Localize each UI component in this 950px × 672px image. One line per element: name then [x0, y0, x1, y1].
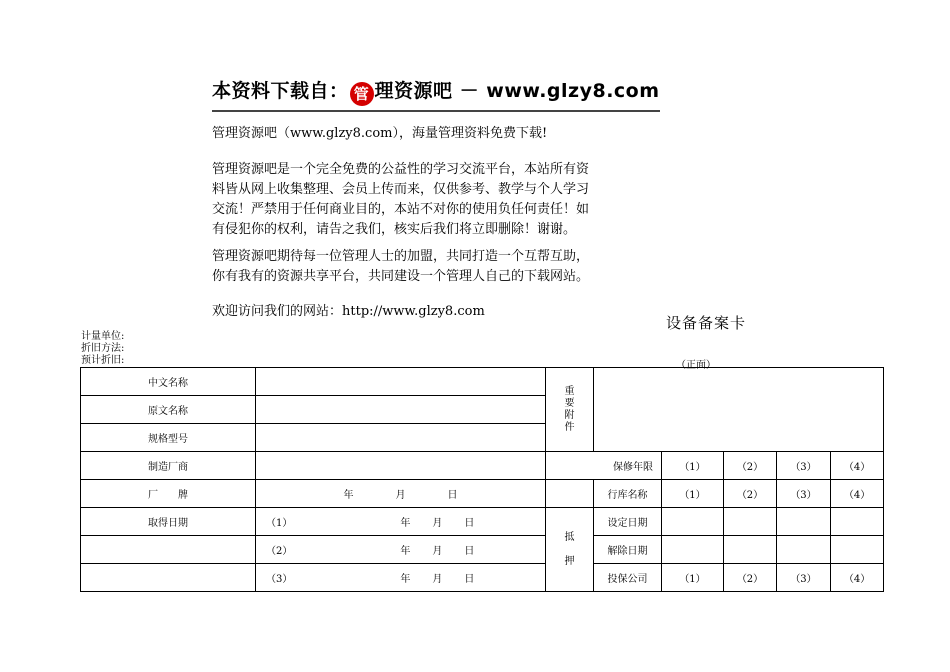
- promo-paragraph-3: [212, 247, 589, 287]
- table-row: [81, 480, 884, 508]
- day-unit: 日: [447, 490, 458, 501]
- table-row: [81, 564, 884, 592]
- banner-text: [212, 76, 660, 106]
- day-unit: 日: [464, 518, 475, 529]
- original-name-value: [256, 396, 546, 424]
- acquire-date-1: [256, 508, 546, 536]
- year-unit: 年: [343, 490, 354, 501]
- warranty-col-2: （2）: [724, 452, 777, 480]
- manufacturer-value: [256, 452, 546, 480]
- banner-prefix: 本资料下载自：: [212, 80, 349, 102]
- banner-divider: [212, 110, 660, 112]
- label-release-date: 解除日期: [594, 536, 662, 564]
- brand-empty-cell: [546, 480, 594, 508]
- set-date-value-4: [831, 508, 884, 536]
- year-unit: 年: [400, 574, 411, 585]
- label-insurer: 投保公司: [594, 564, 662, 592]
- table-row: [81, 452, 884, 480]
- label-acquire-date: 取得日期: [81, 508, 256, 536]
- insurer-col-1: （1）: [662, 564, 724, 592]
- promo-line: 料皆从网上收集整理、会员上传而来，仅供参考、教学与个人学习: [212, 182, 590, 197]
- bank-col-4: （4）: [831, 480, 884, 508]
- brand-date-value: [256, 480, 546, 508]
- release-date-value-4: [831, 536, 884, 564]
- bank-col-2: （2）: [724, 480, 777, 508]
- month-unit: 月: [395, 490, 406, 501]
- warranty-col-3: （3）: [777, 452, 831, 480]
- label-bank-name: 行库名称: [594, 480, 662, 508]
- label-manufacturer: 制造厂商: [81, 452, 256, 480]
- table-row: [81, 368, 884, 396]
- release-date-value-3: [777, 536, 831, 564]
- equipment-record-table: [80, 367, 884, 592]
- acquire-date-empty-label: [81, 536, 256, 564]
- meta-estimated-depreciation: 预计折旧:: [81, 355, 125, 366]
- download-banner: [212, 68, 662, 112]
- site-logo-icon: 管: [350, 82, 374, 106]
- promo-paragraph-2: [212, 160, 589, 240]
- set-date-value-1: [662, 508, 724, 536]
- bank-col-1: （1）: [662, 480, 724, 508]
- release-date-value-1: [662, 536, 724, 564]
- set-date-value-3: [777, 508, 831, 536]
- meta-unit: 计量单位:: [81, 331, 125, 342]
- row-number: （2）: [266, 546, 293, 557]
- day-unit: 日: [464, 574, 475, 585]
- insurer-col-4: （4）: [831, 564, 884, 592]
- table-row: [81, 508, 884, 536]
- meta-depreciation-method: 折旧方法:: [81, 343, 125, 354]
- promo-line: 有侵犯你的权利，请告之我们，核实后我们将立即删除！谢谢。: [212, 222, 577, 237]
- label-spec-model: 规格型号: [81, 424, 256, 452]
- year-unit: 年: [400, 518, 411, 529]
- acquire-date-3: [256, 564, 546, 592]
- month-unit: 月: [432, 546, 443, 557]
- set-date-value-2: [724, 508, 777, 536]
- label-mortgage: 抵 押: [546, 508, 594, 592]
- promo-line1: 管理资源吧（www.glzy8.com），海量管理资料免费下载!: [212, 126, 548, 141]
- form-title: 设备备案卡: [666, 314, 747, 332]
- label-original-name: 原文名称: [81, 396, 256, 424]
- chinese-name-value: [256, 368, 546, 396]
- spec-model-value: [256, 424, 546, 452]
- acquire-date-empty-label: [81, 564, 256, 592]
- promo-line: 管理资源吧期待每一位管理人士的加盟，共同打造一个互帮互助，: [212, 249, 590, 264]
- important-attachments-value: [594, 368, 884, 452]
- year-unit: 年: [400, 546, 411, 557]
- banner-url: www.glzy8.com: [486, 80, 660, 102]
- label-brand: 厂 牌: [81, 480, 256, 508]
- month-unit: 月: [432, 518, 443, 529]
- insurer-col-2: （2）: [724, 564, 777, 592]
- label-important-attachments: 重 要 附 件: [546, 368, 594, 452]
- row-number: （1）: [266, 518, 293, 529]
- banner-site-name: 理资源吧: [374, 80, 453, 102]
- promo-line: 管理资源吧是一个完全免费的公益性的学习交流平台，本站所有资: [212, 162, 590, 177]
- label-chinese-name: 中文名称: [81, 368, 256, 396]
- bank-col-3: （3）: [777, 480, 831, 508]
- label-set-date: 设定日期: [594, 508, 662, 536]
- warranty-col-4: （4）: [831, 452, 884, 480]
- promo-welcome: 欢迎访问我们的网站：http://www.glzy8.com: [212, 304, 485, 319]
- side-label: （正面）: [676, 360, 716, 371]
- row-number: （3）: [266, 574, 293, 585]
- insurer-col-3: （3）: [777, 564, 831, 592]
- promo-line: 交流！严禁用于任何商业目的，本站不对你的使用负任何责任！如: [212, 202, 590, 217]
- promo-line: 你有我有的资源共享平台，共同建设一个管理人自己的下载网站。: [212, 269, 590, 284]
- month-unit: 月: [432, 574, 443, 585]
- release-date-value-2: [724, 536, 777, 564]
- day-unit: 日: [464, 546, 475, 557]
- label-warranty: 保修年限: [546, 452, 662, 480]
- acquire-date-2: [256, 536, 546, 564]
- banner-separator: －: [452, 80, 487, 102]
- warranty-col-1: （1）: [662, 452, 724, 480]
- table-row: [81, 536, 884, 564]
